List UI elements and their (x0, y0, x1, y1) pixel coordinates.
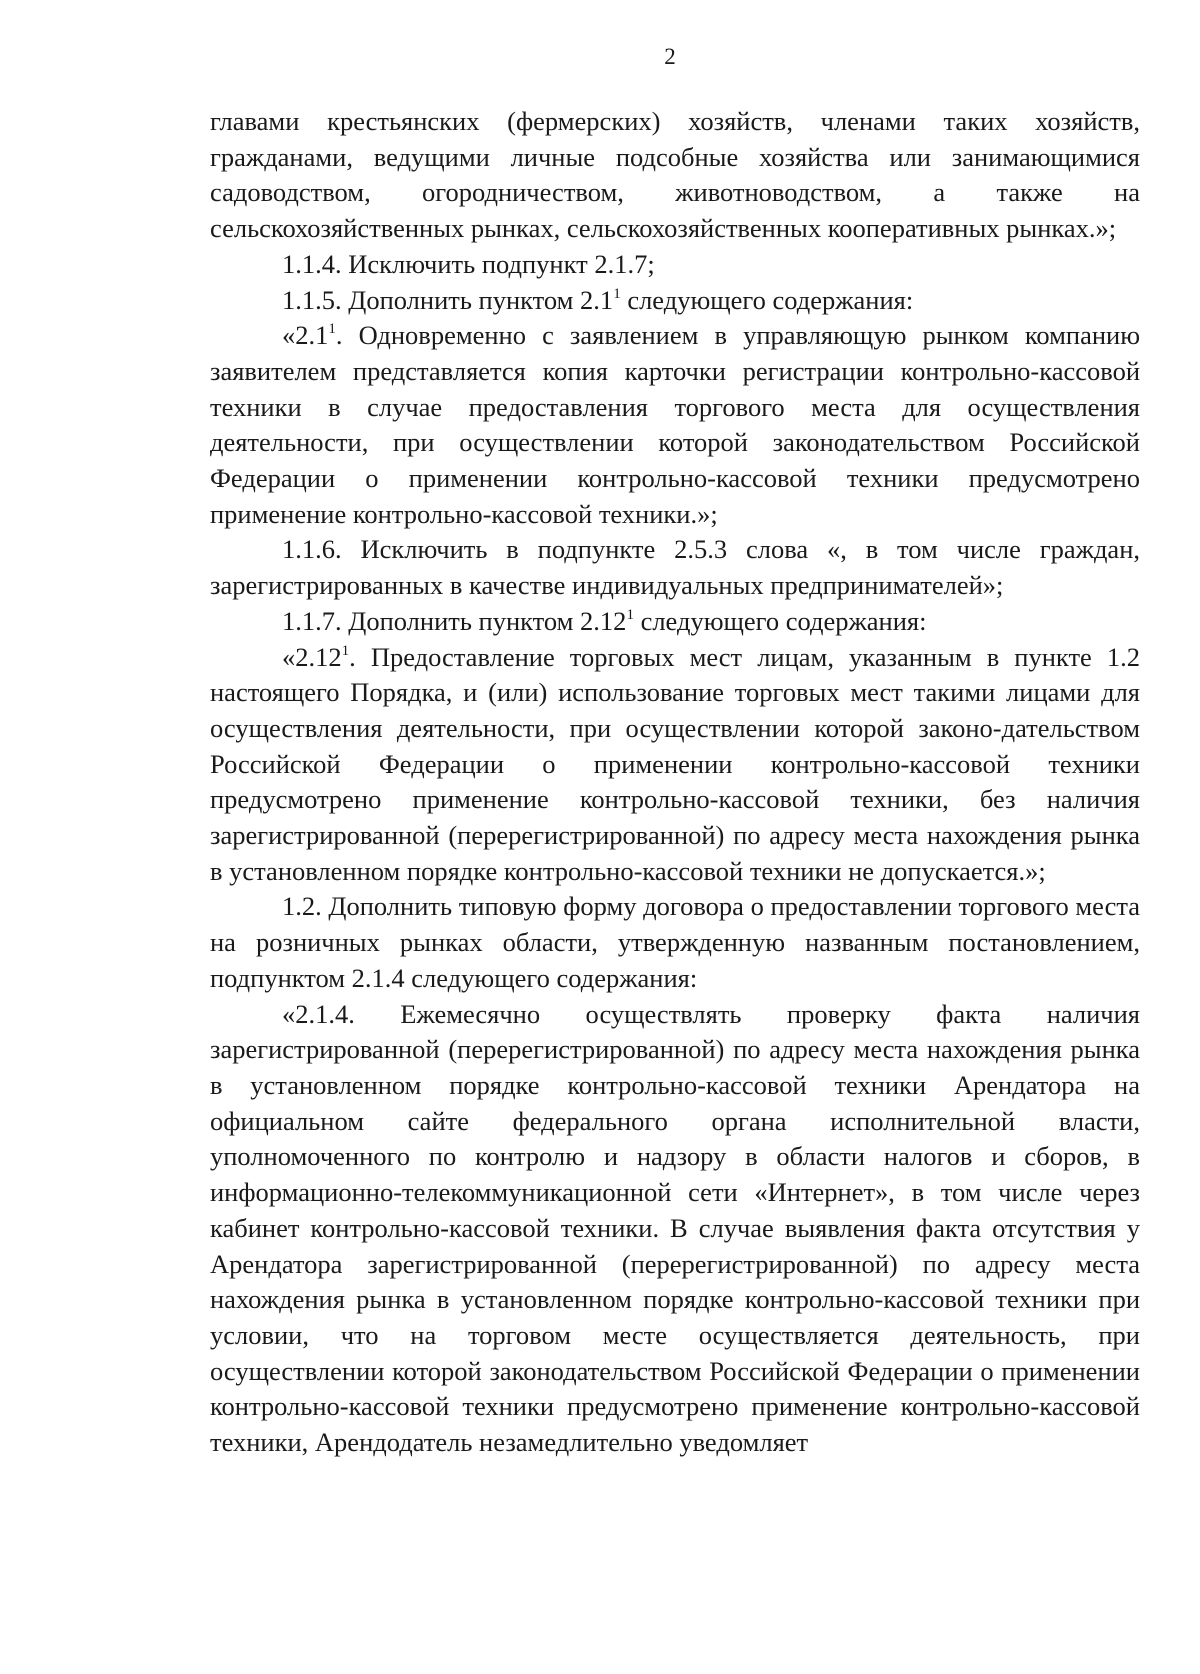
paragraph-1-2: 1.2. Дополнить типовую форму договора о предоставлении торгового места на розничных рынках области, утвержденную названным постановлением, подпунктом 2.1.4 следующего содержания: (210, 891, 1140, 993)
paragraph-text: следующего содержания: (620, 284, 914, 315)
superscript-index: 1 (626, 606, 634, 623)
paragraph-continuation: главами крестьянских (фермерских) хозяйств, членами таких хозяйств, гражданами, ведущими личные подсобные хозяйства или занимающимися садоводством, огородничеством, животноводством, а также на сельскохозяйственных рынках, сельскохозяйственных кооперативных рынках.»; (210, 106, 1140, 244)
superscript-index: 1 (328, 321, 336, 338)
paragraph-1-1-6: 1.1.6. Исключить в подпункте 2.5.3 слова «, в том числе граждан, зарегистрированных в качестве индивидуальных предпринимателей»; (210, 534, 1140, 601)
paragraph-text: «2.1 (282, 320, 329, 351)
paragraph-text: . Предоставление торговых мест лицам, указанным в пункте 1.2 настоящего Порядка, и (или) использование торговых мест такими лицами для осуществления деятельности, при осуществлении которой законо-дательством Российской Федерации о применении контрольно-кассовой техники предусмотрено применение контрольно-кассовой техники, без наличия зарегистрированной (перерегистрированной) по адресу места нахождения рынка в установленном порядке контрольно-кассовой техники не допускается.»; (210, 641, 1140, 886)
paragraph-2-1-4-text: «2.1.4. Ежемесячно осуществлять проверку факта наличия зарегистрированной (перерегистрированной) по адресу места нахождения рынка в установленном порядке контрольно-кассовой техники Арендатора на официальном сайте федерального органа исполнительной власти, уполномоченного по контролю и надзору в области налогов и сборов, в информационно-телекоммуникационной сети «Интернет», в том числе через кабинет контрольно-кассовой техники. В случае выявления факта отсутствия у Арендатора зарегистрированной (перерегистрированной) по адресу места нахождения рынка в установленном порядке контрольно-кассовой техники при условии, что на торговом месте осуществляется деятельность, при осуществлении которой законодательством Российской Федерации о применении контрольно-кассовой техники предусмотрено применение контрольно-кассовой техники, Арендодатель незамедлительно уведомляет (210, 998, 1140, 1458)
paragraph-text: 1.1.7. Дополнить пунктом 2.12 (282, 605, 627, 636)
paragraph-text: следующего содержания: (633, 605, 927, 636)
document-body (210, 104, 1140, 1461)
paragraph-2-1-1-text (210, 318, 1140, 532)
superscript-index: 1 (613, 285, 621, 302)
paragraph-1-1-7 (210, 604, 1140, 640)
paragraph-text: «2.12 (282, 641, 342, 672)
page-number: 2 (664, 44, 676, 69)
paragraph-2-12-1-text (210, 640, 1140, 890)
superscript-index: 1 (341, 642, 350, 659)
paragraph-text: . Одновременно с заявлением в управляющую рынком компанию заявителем представляется копия карточки регистрации контрольно-кассовой техники в случае предоставления торгового места для осуществления деятельности, при осуществлении которой законодательством Российской Федерации о применении контрольно-кассовой техники предусмотрено применение контрольно-кассовой техники.»; (210, 320, 1140, 529)
paragraph-text: 1.1.5. Дополнить пунктом 2.1 (282, 284, 614, 315)
paragraph-1-1-4: 1.1.4. Исключить подпункт 2.1.7; (282, 248, 655, 279)
paragraph-1-1-5 (210, 283, 1140, 319)
